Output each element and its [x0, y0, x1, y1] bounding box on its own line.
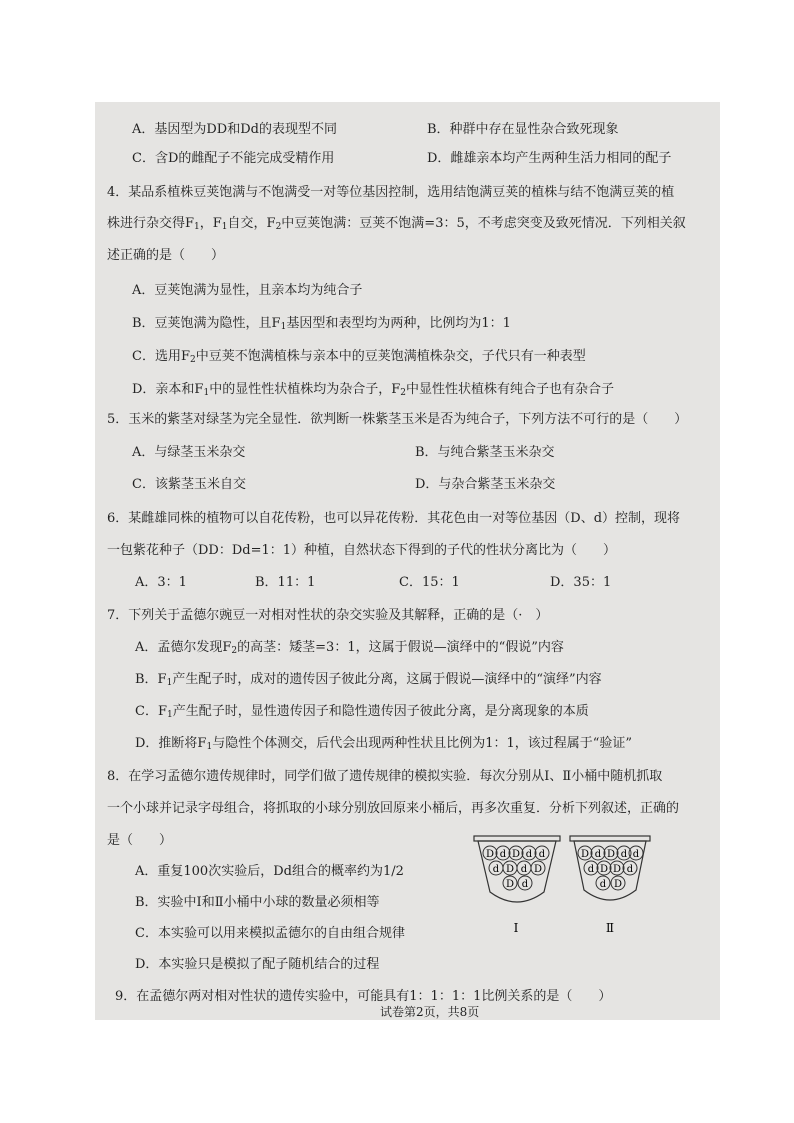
q9-stem: 9．在孟德尔两对相对性状的遗传实验中，可能具有1：1：1：1比例关系的是（ ）: [115, 989, 612, 1004]
svg-text:d: d: [587, 864, 595, 875]
svg-text:d: d: [599, 879, 607, 890]
q5-stem: 5．玉米的紫茎对绿茎为完全显性．欲判断一株紫茎玉米是否为纯合子，下列方法不可行的是（ ）: [107, 412, 688, 427]
q6-option-a: A．3：1: [135, 575, 187, 590]
bucket-2-label: Ⅱ: [605, 921, 615, 935]
q3-option-d: D．雌雄亲本均产生两种生活力相同的配子: [427, 151, 672, 166]
q5-option-b: B．与纯合紫茎玉米杂交: [415, 445, 555, 460]
q6-option-c: C．15：1: [399, 575, 460, 590]
q4-option-d: D．亲本和$F_1$中的显性性状植株均为杂合子，$F_2$中显性性状植株有纯合子也有杂合子: [132, 382, 614, 398]
svg-text:D: D: [505, 864, 515, 875]
q7-option-d: D．推断将$F_1$与隐性个体测交，后代会出现两种性状且比例为1：1，该过程属于“验证”: [135, 736, 633, 752]
svg-text:D: D: [505, 879, 515, 890]
q8-option-a: A．重复100次实验后，Dd组合的概率约为1/2: [135, 864, 404, 879]
bucket-1-label: Ⅰ: [513, 921, 519, 935]
svg-text:D: D: [533, 864, 543, 875]
page-footer: 试卷第2页，共8页: [380, 1005, 480, 1019]
svg-text:D: D: [606, 849, 616, 860]
q8-stem-line1: 8．在学习孟德尔遗传规律时，同学们做了遗传规律的模拟实验．每次分别从Ⅰ、Ⅱ小桶中随机抓取: [107, 769, 663, 784]
q4-stem-line2: 株进行杂交得$F_1$，$F_1$自交，$F_2$中豆荚饱满：豆荚不饱满=3：5，不考虑突变及致死情况．下列相关叙: [107, 216, 686, 232]
q8-stem-line2: 一个小球并记录字母组合，将抓取的小球分别放回原来小桶后，再多次重复．分析下列叙述，正确的: [107, 801, 680, 816]
q3-option-b: B．种群中存在显性杂合致死现象: [427, 122, 619, 137]
svg-text:D: D: [485, 849, 495, 860]
bucket-1: [474, 836, 560, 935]
svg-text:d: d: [632, 849, 640, 860]
q4-option-c: C．选用$F_2$中豆荚不饱满植株与亲本中的豆荚饱满植株杂交，子代只有一种表型: [132, 349, 586, 365]
svg-text:D: D: [599, 864, 609, 875]
svg-text:d: d: [525, 849, 533, 860]
q8-stem-line3: 是（ ）: [107, 833, 173, 848]
q4-stem-line1: 4．某品系植株豆荚饱满与不饱满受一对等位基因控制，选用结饱满豆荚的植株与结不饱满豆荚的植: [107, 185, 675, 200]
q5-option-c: C．该紫茎玉米自交: [132, 477, 246, 492]
bucket-2: [570, 836, 650, 935]
svg-text:d: d: [520, 864, 528, 875]
q4-stem-line3: 述正确的是（ ）: [107, 248, 225, 263]
q6-stem-line2: 一包紫花种子（DD：Dd=1：1）种植，自然状态下得到的子代的性状分离比为（ ）: [107, 543, 617, 558]
bucket-2-balls: [578, 846, 643, 890]
q7-stem: 7．下列关于孟德尔豌豆一对相对性状的杂交实验及其解释，正确的是（· ）: [107, 608, 549, 623]
svg-text:d: d: [594, 849, 602, 860]
q8-option-d: D．本实验只是模拟了配子随机结合的过程: [135, 957, 380, 972]
svg-text:d: d: [620, 849, 628, 860]
q6-option-d: D．35：1: [550, 575, 612, 590]
q6-stem-line1: 6．某雌雄同株的植物可以自花传粉，也可以异花传粉．其花色由一对等位基因（D、d）控制，现将: [107, 511, 681, 526]
svg-text:d: d: [521, 879, 529, 890]
q5-option-d: D．与杂合紫茎玉米杂交: [415, 477, 556, 492]
svg-text:d: d: [538, 849, 546, 860]
q8-option-b: B．实验中Ⅰ和Ⅱ小桶中小球的数量必须相等: [135, 895, 380, 910]
q6-option-b: B．11：1: [255, 575, 316, 590]
exam-page: [95, 102, 720, 1020]
svg-text:D: D: [511, 849, 521, 860]
q3-option-a: A．基因型为DD和Dd的表现型不同: [132, 122, 337, 137]
q7-option-b: B．$F_1$产生配子时，成对的遗传因子彼此分离，这属于假说—演绎中的“演绎”内容: [135, 672, 602, 688]
q3-option-c: C．含D的雌配子不能完成受精作用: [132, 151, 335, 166]
q4-option-a: A．豆荚饱满为显性，且亲本均为纯合子: [132, 283, 363, 298]
svg-text:D: D: [612, 864, 622, 875]
q4-option-b: B．豆荚饱满为隐性，且$F_1$基因型和表型均为两种，比例均为1：1: [132, 316, 511, 332]
bucket-1-balls: [483, 846, 549, 890]
q5-option-a: A．与绿茎玉米杂交: [132, 445, 246, 460]
q8-option-c: C．本实验可以用来模拟孟德尔的自由组合规律: [135, 926, 405, 941]
q7-option-c: C．$F_1$产生配子时，显性遗传因子和隐性遗传因子彼此分离，是分离现象的本质: [135, 704, 589, 720]
q7-option-a: A．孟德尔发现$F_2$的高茎：矮茎=3：1，这属于假说—演绎中的“假说”内容: [135, 640, 564, 656]
bucket-figure: [470, 830, 670, 940]
svg-text:D: D: [580, 849, 590, 860]
svg-text:d: d: [492, 864, 500, 875]
svg-text:D: D: [613, 879, 623, 890]
svg-text:d: d: [499, 849, 507, 860]
svg-text:d: d: [626, 864, 634, 875]
